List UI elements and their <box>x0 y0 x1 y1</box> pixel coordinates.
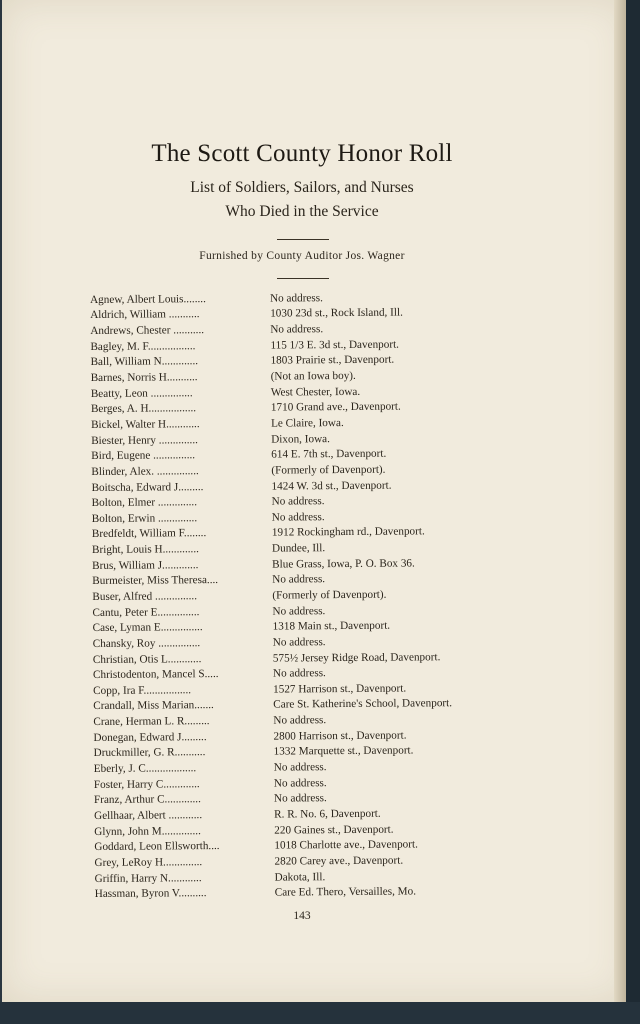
entry-address: 1527 Harrison st., Davenport. <box>273 682 407 696</box>
entry-name <box>93 636 273 649</box>
entry-name <box>92 543 272 556</box>
entry-name-text: Griffin, Harry N............ <box>94 871 202 885</box>
entry-address: No address. <box>270 291 323 305</box>
entry-address: 1710 Grand ave., Davenport. <box>270 400 401 414</box>
entry-name <box>90 324 270 337</box>
entry-address: (Formerly of Davenport). <box>272 588 387 602</box>
entry-address: No address. <box>273 714 327 727</box>
entry-name <box>94 840 274 853</box>
entry-name <box>90 292 270 305</box>
entry-name-text: Brus, William J............. <box>92 558 199 572</box>
entry-address: Dakota, Ill. <box>274 870 326 884</box>
entry-name <box>92 574 272 587</box>
entry-name <box>94 746 274 759</box>
entry-address: 115 1/3 E. 3d st., Davenport. <box>270 338 400 352</box>
entry-address: Blue Grass, Iowa, P. O. Box 36. <box>272 557 415 571</box>
entry-name <box>92 558 272 571</box>
entry-address: Care Ed. Thero, Versailles, Mo. <box>274 885 417 899</box>
entry-name <box>91 418 271 431</box>
book-page <box>2 0 628 1002</box>
entry-name-text: Eberly, J. C.................. <box>93 762 197 776</box>
entry-name <box>93 683 273 696</box>
entry-name-text: Crane, Herman L. R......... <box>93 715 210 729</box>
page-number: 143 <box>293 910 311 922</box>
entry-name-text: Bolton, Erwin .............. <box>91 511 198 525</box>
entry-name-text: Christian, Otis L............ <box>92 652 202 666</box>
entry-name <box>91 355 271 368</box>
entry-name-text: Biester, Henry .............. <box>91 433 198 447</box>
entry-name <box>95 887 275 900</box>
entry-name-text: Chansky, Roy ............... <box>92 637 201 650</box>
entry-address: No address. <box>273 761 327 774</box>
entry-name <box>92 511 272 524</box>
entry-name-text: Franz, Arthur C............. <box>93 793 201 807</box>
entry-name-text: Buser, Alfred ............... <box>92 590 198 603</box>
entry-name <box>94 855 274 868</box>
entry-address: West Chester, Iowa. <box>270 385 361 399</box>
entry-name-text: Foster, Harry C............. <box>93 777 200 791</box>
entry-name-text: Boitscha, Edward J......... <box>91 480 204 494</box>
entry-address: Care St. Katherine's School, Davenport. <box>273 697 453 712</box>
entry-address: 1424 W. 3d st., Davenport. <box>271 479 392 493</box>
entry-name <box>91 449 271 462</box>
entry-address: No address. <box>272 667 326 680</box>
divider-bottom <box>277 278 329 279</box>
entry-address: 575½ Jersey Ridge Road, Davenport. <box>272 650 441 665</box>
entry-name <box>94 809 274 822</box>
entry-address: 2800 Harrison st., Davenport. <box>273 729 407 743</box>
honor-roll-entry <box>95 883 525 902</box>
entry-name-text: Bright, Louis H............. <box>91 543 199 557</box>
entry-name <box>95 871 275 884</box>
entry-name-text: Ball, William N............. <box>90 355 199 369</box>
entry-address: 1803 Prairie st., Davenport. <box>270 353 395 367</box>
entry-name-text: Copp, Ira F................. <box>93 684 192 697</box>
entry-name <box>93 668 273 681</box>
entry-name-text: Glynn, John M.............. <box>94 824 201 838</box>
entry-name-text: Bredfeldt, William F........ <box>91 527 207 541</box>
entry-name <box>93 621 273 634</box>
entry-name <box>91 386 271 399</box>
entry-name <box>91 464 271 477</box>
entry-address: R. R. No. 6, Davenport. <box>274 807 381 821</box>
entry-name <box>90 308 270 321</box>
entry-address: No address. <box>273 792 327 805</box>
subtitle-line-1: List of Soldiers, Sailors, and Nurses <box>190 179 414 196</box>
entry-address: (Not an Iowa boy). <box>270 369 356 383</box>
entry-address: (Formerly of Davenport). <box>271 463 386 477</box>
entry-address: No address. <box>271 510 325 524</box>
page-title: The Scott County Honor Roll <box>151 140 453 167</box>
entry-name-text: Bird, Eugene ............... <box>91 449 196 463</box>
entry-name <box>93 699 273 712</box>
entry-name <box>91 433 271 446</box>
entry-name-text: Crandall, Miss Marian....... <box>93 699 214 713</box>
entry-address: Le Claire, Iowa. <box>270 416 344 430</box>
entry-address: 1318 Main st., Davenport. <box>272 619 391 633</box>
entry-name <box>93 730 273 743</box>
entry-name-text: Bickel, Walter H............ <box>90 418 200 431</box>
entry-address: No address. <box>272 604 326 618</box>
entry-name-text: Donegan, Edward J......... <box>93 730 207 744</box>
entry-name <box>93 715 273 728</box>
entry-address: No address. <box>270 323 324 336</box>
entry-address: 220 Gaines st., Davenport. <box>274 823 394 837</box>
entry-name-text: Goddard, Leon Ellsworth.... <box>94 840 220 854</box>
entry-name-text: Burmeister, Miss Theresa.... <box>92 574 219 588</box>
divider-top <box>277 239 329 240</box>
book-cover-edge <box>0 1002 640 1024</box>
entry-name <box>94 777 274 790</box>
entry-name-text: Bolton, Elmer .............. <box>91 496 198 510</box>
entry-name-text: Aldrich, William ........... <box>90 308 200 322</box>
entry-address: 614 E. 7th st., Davenport. <box>271 447 387 461</box>
entry-address: No address. <box>272 573 326 586</box>
entry-address: 2820 Carey ave., Davenport. <box>274 854 404 868</box>
entry-name-text: Gellhaar, Albert ............ <box>94 809 203 822</box>
entry-name-text: Beatty, Leon ............... <box>90 386 193 400</box>
entry-name-text: Agnew, Albert Louis........ <box>90 292 206 306</box>
entry-name-text: Bagley, M. F................. <box>90 339 196 353</box>
entry-address: No address. <box>273 776 327 790</box>
book-binding <box>626 0 640 1024</box>
entry-name <box>94 793 274 806</box>
entry-name-text: Christodenton, Mancel S..... <box>92 668 219 682</box>
entry-address: 1030 23d st., Rock Island, Ill. <box>270 306 403 321</box>
honor-roll-list <box>90 289 525 902</box>
entry-name <box>91 480 271 493</box>
entry-address: No address. <box>271 495 325 508</box>
entry-address: 1018 Charlotte ave., Davenport. <box>274 838 418 852</box>
entry-name-text: Andrews, Chester ........... <box>90 324 205 338</box>
subtitle-line-2: Who Died in the Service <box>225 203 379 220</box>
entry-name-text: Grey, LeRoy H.............. <box>94 856 203 869</box>
entry-name <box>92 605 272 618</box>
entry-name <box>92 590 272 603</box>
entry-address: 1912 Rockingham rd., Davenport. <box>271 525 425 540</box>
entry-name <box>92 527 272 540</box>
furnished-by-line: Furnished by County Auditor Jos. Wagner <box>199 250 405 262</box>
entry-name-text: Blinder, Alex. ............... <box>91 465 199 478</box>
entry-name-text: Hassman, Byron V.......... <box>94 887 207 901</box>
entry-address: 1332 Marquette st., Davenport. <box>273 744 414 758</box>
entry-name-text: Cantu, Peter E............... <box>92 605 200 619</box>
entry-name <box>94 762 274 775</box>
entry-name-text: Case, Lyman E............... <box>92 621 203 635</box>
entry-name <box>93 652 273 665</box>
entry-name <box>91 371 271 384</box>
entry-name <box>91 402 271 415</box>
entry-address: Dundee, Ill. <box>271 542 326 555</box>
entry-address: No address. <box>272 636 326 649</box>
entry-name-text: Druckmiller, G. R........... <box>93 746 206 760</box>
entry-name <box>92 496 272 509</box>
entry-name <box>90 339 270 352</box>
entry-name-text: Barnes, Norris H........... <box>90 371 198 385</box>
entry-address: Dixon, Iowa. <box>271 432 330 446</box>
entry-name-text: Berges, A. H................. <box>90 402 197 416</box>
entry-name <box>94 824 274 837</box>
